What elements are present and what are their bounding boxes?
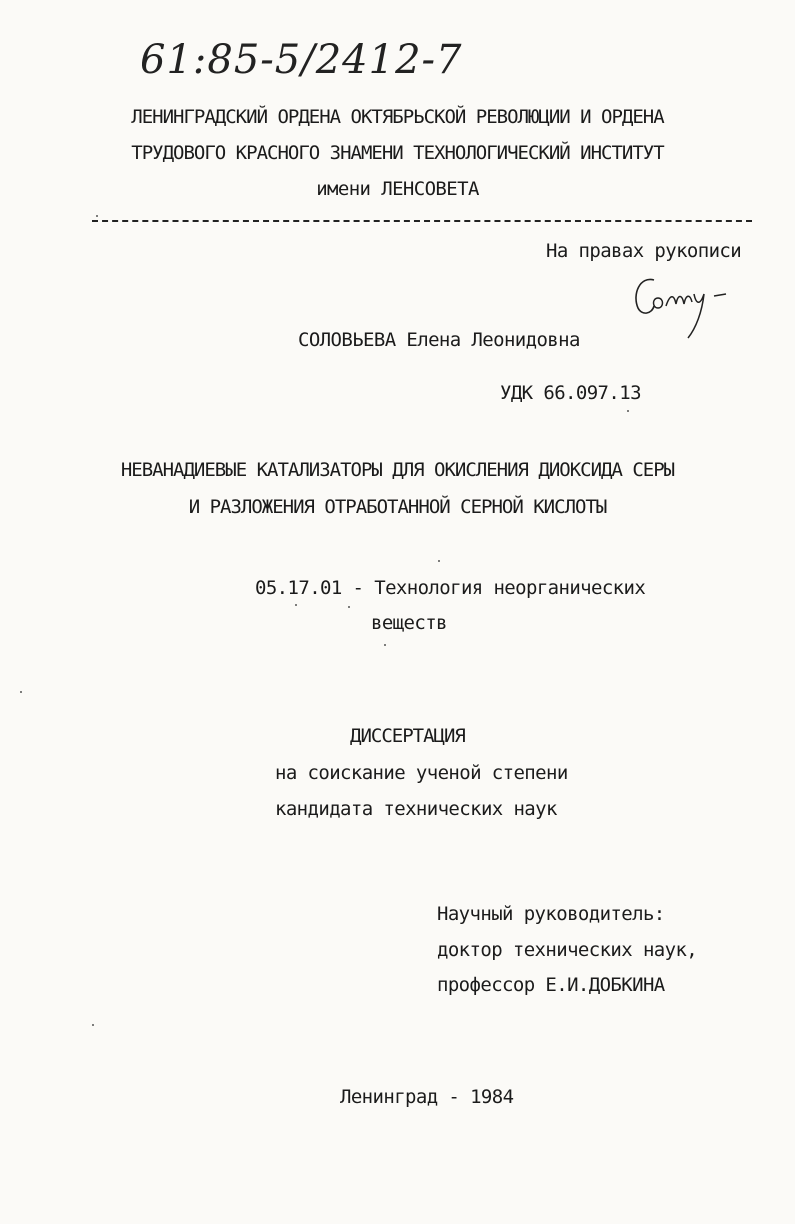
title-line-1: НЕВАНАДИЕВЫЕ КАТАЛИЗАТОРЫ ДЛЯ ОКИСЛЕНИЯ ДИОКСИДА СЕРЫ — [120, 459, 675, 481]
paper-speck — [96, 215, 98, 217]
handwritten-signature — [630, 272, 740, 342]
paper-speck — [295, 604, 297, 606]
author-name: СОЛОВЬЕВА Елена Леонидовна — [298, 329, 580, 351]
title-line-2: И РАЗЛОЖЕНИЯ ОТРАБОТАННОЙ СЕРНОЙ КИСЛОТЫ — [188, 496, 607, 518]
paper-speck — [438, 560, 440, 562]
dissertation-heading: ДИССЕРТАЦИЯ — [350, 725, 465, 747]
place-and-year: Ленинград - 1984 — [340, 1086, 514, 1108]
header-divider — [92, 220, 752, 222]
paper-speck — [627, 410, 629, 412]
supervisor-label: Научный руководитель: — [437, 903, 665, 925]
signature-stroke — [630, 272, 740, 342]
supervisor-name: профессор Е.И.ДОБКИНА — [437, 974, 665, 996]
specialty-line-1: 05.17.01 - Технология неорганических — [255, 577, 646, 599]
archive-number: 61:85-5/2412-7 — [140, 37, 463, 83]
paper-speck — [20, 691, 22, 693]
institute-line-1: ЛЕНИНГРАДСКИЙ ОРДЕНА ОКТЯБРЬСКОЙ РЕВОЛЮЦИИ И ОРДЕНА — [131, 106, 664, 128]
dissertation-line-1: на соискание ученой степени — [275, 762, 568, 784]
udc-code: УДК 66.097.13 — [500, 382, 641, 404]
paper-speck — [92, 1024, 94, 1026]
paper-speck — [348, 606, 350, 608]
specialty-line-2: веществ — [371, 612, 447, 634]
manuscript-rights-label: На правах рукописи — [546, 240, 742, 262]
institute-line-2: ТРУДОВОГО КРАСНОГО ЗНАМЕНИ ТЕХНОЛОГИЧЕСКИЙ ИНСТИТУТ — [131, 142, 664, 164]
supervisor-degree: доктор технических наук, — [437, 939, 698, 961]
dissertation-line-2: кандидата технических наук — [275, 798, 557, 820]
paper-speck — [384, 644, 386, 646]
institute-line-3: имени ЛЕНСОВЕТА — [316, 178, 479, 200]
